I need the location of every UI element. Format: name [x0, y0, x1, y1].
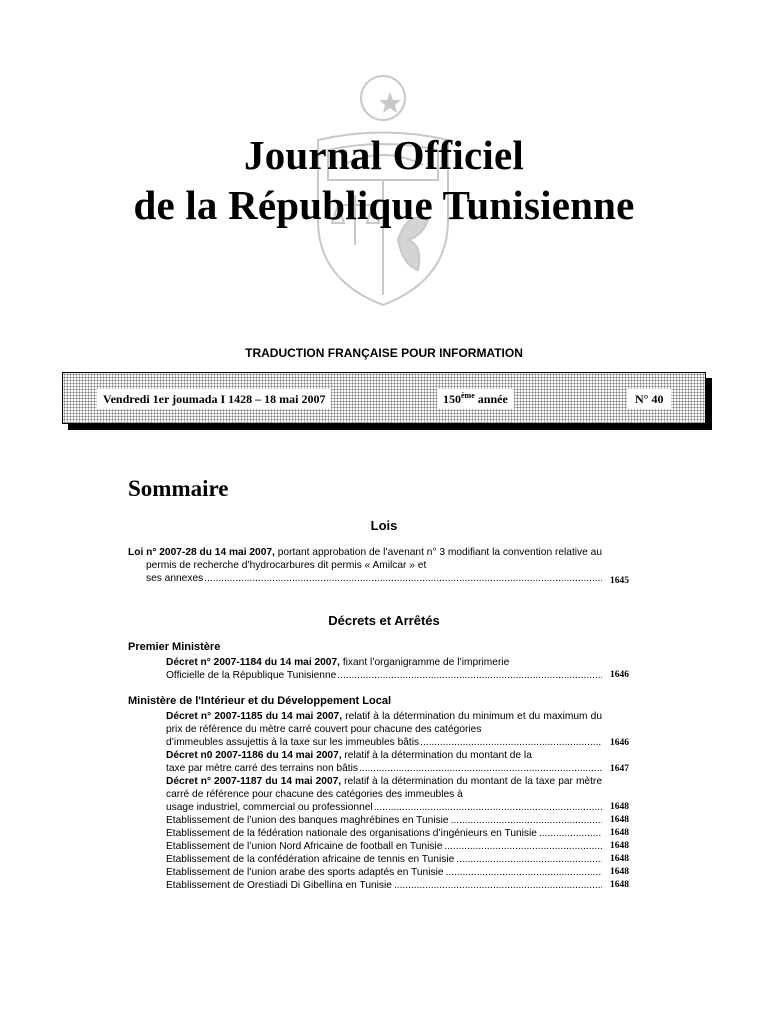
toc-entry-loi-2007-28[interactable]: Loi n° 2007-28 du 14 mai 2007, portant approbation de l’avenant n° 3 modifiant la convention relative au permis de recherche d’hydrocarbures dit permis « Amilcar » et ses annexes .....	[128, 546, 602, 585]
page-number: 1648	[610, 880, 629, 890]
journal-title: Journal Officiel	[244, 132, 524, 178]
toc-entry-decret-2007-1184[interactable]: Décret n° 2007-1184 du 14 mai 2007, fixant l’organigramme de l’imprimerie Officielle de la République Tunisienne .....	[166, 656, 602, 682]
issue-banner	[62, 372, 706, 424]
ministry-interieur: Ministère de l'Intérieur et du Développement Local	[128, 695, 392, 707]
page-number: 1648	[610, 854, 629, 864]
toc-entry-decret-2007-1187[interactable]: Décret n° 2007-1187 du 14 mai 2007, relatif à la détermination du montant de la taxe par mètre carré de référence pour chacune des catégories des immeubles à usage industriel, commercial ou professionnel .....	[166, 775, 602, 814]
toc-entry-decret-2007-1185[interactable]: Décret n° 2007-1185 du 14 mai 2007, relatif à la détermination du minimum et du maximum du prix de référence du mètre carré couvert pour chacune des catégories d’immeubles assujettis à la taxe sur les immeubles bâtis .....	[166, 710, 602, 749]
page-number: 1648	[610, 802, 629, 812]
lois-heading: Lois	[370, 518, 398, 533]
page-number: 1648	[610, 867, 629, 877]
toc-entry-federation-ingenieurs[interactable]: Etablissement de la fédération nationale des organisations d’ingénieurs en Tunisie .....	[166, 827, 602, 840]
toc-entry-union-football[interactable]: Etablissement de l’union Nord Africaine de football en Tunisie .....	[166, 840, 602, 853]
toc-entry-union-sports-adaptes[interactable]: Etablissement de l’union arabe des sports adaptés en Tunisie .....	[166, 866, 602, 879]
page-number: 1648	[610, 841, 629, 851]
issue-date: Vendredi 1er joumada I 1428 – 18 mai 2007	[97, 389, 331, 409]
toc-entry-orestiadi-gibellina[interactable]: Etablissement de Orestiadi Di Gibellina en Tunisie .....	[166, 879, 602, 892]
journal-subtitle-republic: de la République Tunisienne	[133, 182, 635, 228]
issue-year: 150ème année	[437, 389, 514, 409]
page-number: 1646	[610, 738, 629, 748]
ministry-premier-ministere: Premier Ministère	[128, 641, 221, 653]
toc-entry-union-banques[interactable]: Etablissement de l’union des banques maghrébines en Tunisie .....	[166, 814, 602, 827]
page-number: 1647	[610, 764, 629, 774]
toc-entry-confederation-tennis[interactable]: Etablissement de la confédération africaine de tennis en Tunisie .....	[166, 853, 602, 866]
sommaire-heading: Sommaire	[128, 476, 229, 501]
toc-entry-decret-2007-1186[interactable]: Décret n0 2007-1186 du 14 mai 2007, relatif à la détermination du montant de la taxe par mètre carré des terrains non bâtis .....	[166, 749, 602, 775]
page-number: 1645	[610, 576, 629, 586]
translation-notice: TRADUCTION FRANÇAISE POUR INFORMATION	[245, 346, 523, 360]
page-number: 1646	[610, 670, 629, 680]
issue-number: N° 40	[627, 389, 671, 409]
page-number: 1648	[610, 815, 629, 825]
page-number: 1648	[610, 828, 629, 838]
decrets-heading: Décrets et Arrêtés	[328, 613, 440, 628]
